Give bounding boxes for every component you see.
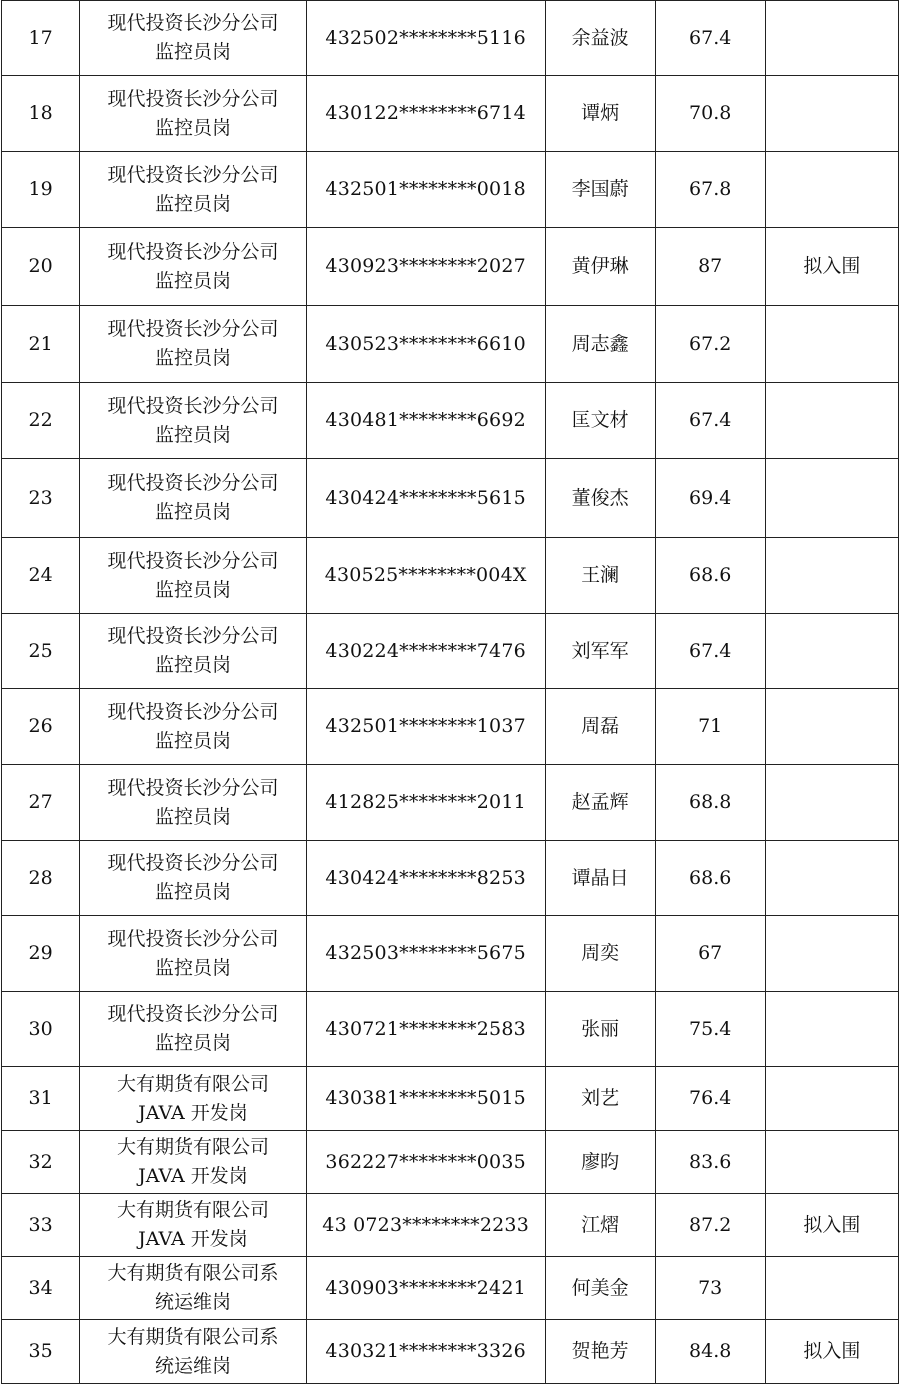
cell-note [765, 306, 898, 383]
cell-score: 68.6 [655, 538, 765, 614]
post-line-1: 大有期货有限公司 [116, 1072, 269, 1095]
post-line-2: JAVA 开发岗 [138, 1228, 248, 1250]
table-row [2, 538, 899, 614]
cell-id-number: 362227********0035 [306, 1131, 545, 1194]
post-line-2: 监控员岗 [154, 729, 231, 752]
post-line-1: 现代投资长沙分公司 [107, 549, 279, 572]
cell-number: 24 [2, 538, 80, 614]
post-line-1: 现代投资长沙分公司 [107, 700, 279, 723]
cell-name: 刘艺 [545, 1067, 655, 1131]
table-row [2, 1131, 899, 1194]
cell-post [80, 459, 306, 538]
post-line-1: 现代投资长沙分公司 [107, 927, 279, 950]
cell-id-number: 430721********2583 [306, 992, 545, 1067]
cell-note [765, 765, 898, 841]
cell-number: 32 [2, 1131, 80, 1194]
cell-number: 30 [2, 992, 80, 1067]
cell-id-number: 430424********8253 [306, 841, 545, 916]
cell-score: 70.8 [655, 76, 765, 152]
cell-post [80, 1067, 306, 1131]
post-line-2: 监控员岗 [154, 41, 231, 63]
cell-name: 江熠 [545, 1194, 655, 1257]
cell-post [80, 538, 306, 614]
cell-name: 周磊 [545, 689, 655, 765]
cell-post [80, 916, 306, 992]
cell-number: 23 [2, 459, 80, 538]
cell-note [765, 76, 898, 152]
post-line-1: 现代投资长沙分公司 [107, 240, 279, 263]
table-row [2, 1067, 899, 1131]
table-row [2, 228, 899, 306]
post-line-2: JAVA 开发岗 [138, 1101, 248, 1124]
cell-note [765, 992, 898, 1067]
table-row [2, 1320, 899, 1384]
table-row [2, 1257, 899, 1320]
post-line-2: 监控员岗 [154, 1032, 231, 1054]
cell-number: 34 [2, 1257, 80, 1320]
cell-note: 拟入围 [765, 1320, 898, 1384]
cell-post [80, 1, 306, 76]
post-line-1: 现代投资长沙分公司 [107, 472, 279, 494]
cell-post [80, 1257, 306, 1320]
cell-note [765, 689, 898, 765]
cell-score: 67.4 [655, 1, 765, 76]
cell-name: 赵孟辉 [545, 765, 655, 841]
cell-number: 35 [2, 1320, 80, 1384]
post-line-2: 监控员岗 [154, 578, 231, 601]
cell-score: 75.4 [655, 992, 765, 1067]
cell-id-number: 430523********6610 [306, 306, 545, 383]
post-line-1: 现代投资长沙分公司 [107, 87, 279, 110]
post-line-1: 大有期货有限公司系 [107, 1262, 279, 1284]
cell-name: 谭炳 [545, 76, 655, 152]
cell-id-number: 432502********5116 [306, 1, 545, 76]
cell-post [80, 841, 306, 916]
cell-number: 31 [2, 1067, 80, 1131]
cell-id-number: 430381********5015 [306, 1067, 545, 1131]
cell-score: 73 [655, 1257, 765, 1320]
cell-number: 29 [2, 916, 80, 992]
cell-note [765, 1067, 898, 1131]
cell-number: 25 [2, 614, 80, 689]
cell-number: 27 [2, 765, 80, 841]
cell-note [765, 538, 898, 614]
cell-note [765, 1257, 898, 1320]
post-line-1: 现代投资长沙分公司 [107, 394, 279, 417]
cell-id-number: 432503********5675 [306, 916, 545, 992]
cell-score: 67.2 [655, 306, 765, 383]
post-line-1: 现代投资长沙分公司 [107, 163, 279, 186]
cell-number: 21 [2, 306, 80, 383]
cell-score: 83.6 [655, 1131, 765, 1194]
cell-name: 贺艳芳 [545, 1320, 655, 1384]
cell-score: 67.4 [655, 383, 765, 459]
table-body [2, 1, 899, 1384]
post-line-1: 大有期货有限公司 [116, 1199, 269, 1221]
cell-post [80, 1320, 306, 1384]
cell-id-number: 430903********2421 [306, 1257, 545, 1320]
table-row [2, 152, 899, 228]
table-row [2, 76, 899, 152]
cell-number: 26 [2, 689, 80, 765]
table-row [2, 1194, 899, 1257]
cell-name: 王澜 [545, 538, 655, 614]
cell-name: 周奕 [545, 916, 655, 992]
cell-score: 71 [655, 689, 765, 765]
cell-note [765, 841, 898, 916]
post-line-2: 监控员岗 [154, 347, 231, 369]
cell-id-number: 430424********5615 [306, 459, 545, 538]
cell-id-number: 430122********6714 [306, 76, 545, 152]
cell-note [765, 614, 898, 689]
cell-note: 拟入围 [765, 1194, 898, 1257]
cell-number: 28 [2, 841, 80, 916]
post-line-2: 统运维岗 [154, 1354, 231, 1377]
cell-name: 余益波 [545, 1, 655, 76]
cell-note [765, 1131, 898, 1194]
cell-score: 84.8 [655, 1320, 765, 1384]
cell-post [80, 152, 306, 228]
cell-post [80, 228, 306, 306]
cell-score: 67.8 [655, 152, 765, 228]
cell-post [80, 306, 306, 383]
cell-id-number: 430923********2027 [306, 228, 545, 306]
table-row [2, 841, 899, 916]
cell-name: 刘军军 [545, 614, 655, 689]
table-row [2, 614, 899, 689]
cell-name: 匡文材 [545, 383, 655, 459]
cell-note [765, 459, 898, 538]
table-row [2, 1, 899, 76]
cell-name: 谭晶日 [545, 841, 655, 916]
cell-name: 黄伊琳 [545, 228, 655, 306]
cell-id-number: 43 0723********2233 [306, 1194, 545, 1257]
post-line-1: 大有期货有限公司 [116, 1136, 269, 1158]
post-line-2: 监控员岗 [154, 654, 231, 676]
table-row [2, 916, 899, 992]
cell-note [765, 916, 898, 992]
cell-note [765, 152, 898, 228]
cell-note [765, 383, 898, 459]
cell-post [80, 1131, 306, 1194]
table-row [2, 459, 899, 538]
cell-number: 19 [2, 152, 80, 228]
cell-id-number: 412825********2011 [306, 765, 545, 841]
post-line-1: 现代投资长沙分公司 [107, 318, 279, 340]
table-row [2, 383, 899, 459]
cell-number: 22 [2, 383, 80, 459]
cell-number: 18 [2, 76, 80, 152]
post-line-1: 现代投资长沙分公司 [107, 12, 279, 34]
candidate-results-table [1, 0, 899, 1384]
table-row [2, 992, 899, 1067]
table-row [2, 765, 899, 841]
cell-name: 周志鑫 [545, 306, 655, 383]
cell-number: 33 [2, 1194, 80, 1257]
cell-note [765, 1, 898, 76]
cell-post [80, 383, 306, 459]
post-line-2: 监控员岗 [154, 269, 231, 292]
cell-score: 69.4 [655, 459, 765, 538]
post-line-1: 现代投资长沙分公司 [107, 625, 279, 647]
cell-id-number: 430481********6692 [306, 383, 545, 459]
cell-name: 张丽 [545, 992, 655, 1067]
cell-post [80, 689, 306, 765]
post-line-1: 现代投资长沙分公司 [107, 852, 279, 874]
post-line-2: 监控员岗 [154, 501, 231, 523]
cell-number: 20 [2, 228, 80, 306]
cell-score: 68.8 [655, 765, 765, 841]
cell-note: 拟入围 [765, 228, 898, 306]
cell-post [80, 614, 306, 689]
cell-name: 何美金 [545, 1257, 655, 1320]
post-line-1: 现代投资长沙分公司 [107, 776, 279, 799]
cell-id-number: 432501********1037 [306, 689, 545, 765]
cell-score: 67 [655, 916, 765, 992]
cell-post [80, 765, 306, 841]
post-line-2: 监控员岗 [154, 192, 231, 215]
cell-post [80, 992, 306, 1067]
cell-id-number: 430525********004X [306, 538, 545, 614]
cell-score: 87 [655, 228, 765, 306]
post-line-2: 监控员岗 [154, 116, 231, 139]
post-line-2: 监控员岗 [154, 423, 231, 446]
post-line-1: 现代投资长沙分公司 [107, 1003, 279, 1025]
cell-name: 董俊杰 [545, 459, 655, 538]
cell-score: 76.4 [655, 1067, 765, 1131]
cell-score: 67.4 [655, 614, 765, 689]
post-line-2: 监控员岗 [154, 956, 231, 979]
post-line-2: 监控员岗 [154, 881, 231, 903]
cell-score: 68.6 [655, 841, 765, 916]
cell-post [80, 76, 306, 152]
table-row [2, 689, 899, 765]
table-row [2, 306, 899, 383]
cell-number: 17 [2, 1, 80, 76]
post-line-2: 统运维岗 [154, 1291, 231, 1313]
cell-score: 87.2 [655, 1194, 765, 1257]
post-line-2: 监控员岗 [154, 805, 231, 828]
cell-post [80, 1194, 306, 1257]
cell-name: 李国蔚 [545, 152, 655, 228]
cell-id-number: 432501********0018 [306, 152, 545, 228]
post-line-2: JAVA 开发岗 [138, 1165, 248, 1187]
cell-id-number: 430224********7476 [306, 614, 545, 689]
post-line-1: 大有期货有限公司系 [107, 1325, 279, 1348]
cell-id-number: 430321********3326 [306, 1320, 545, 1384]
cell-name: 廖昀 [545, 1131, 655, 1194]
